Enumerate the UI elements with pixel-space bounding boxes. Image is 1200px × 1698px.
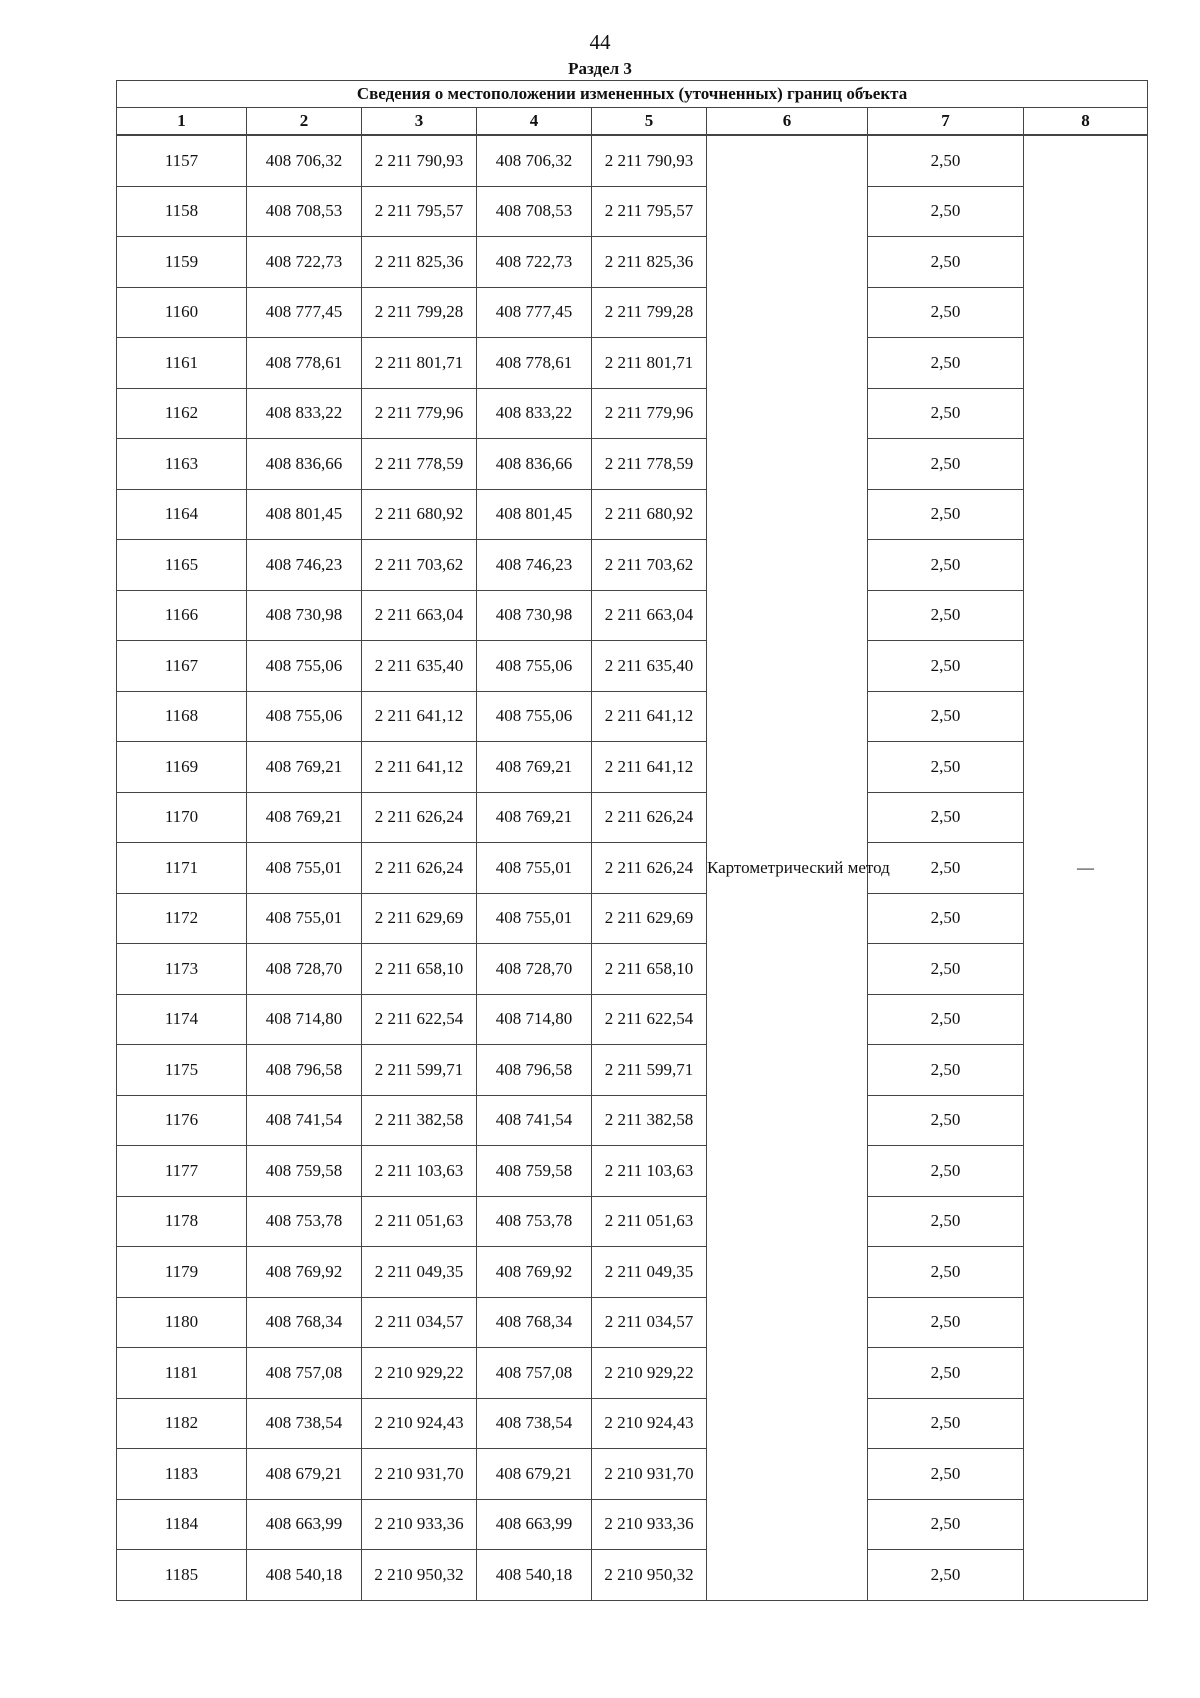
table-row — [117, 742, 1148, 793]
point-number-cell: 1165 — [117, 540, 247, 591]
existing-x-cell: 408 730,98 — [247, 590, 362, 641]
point-number-cell: 1161 — [117, 338, 247, 389]
existing-x-cell: 408 663,99 — [247, 1499, 362, 1550]
point-number-cell: 1182 — [117, 1398, 247, 1449]
table-row — [117, 135, 1148, 186]
accuracy-cell: 2,50 — [868, 994, 1024, 1045]
existing-y-cell: 2 211 703,62 — [362, 540, 477, 591]
table-row — [117, 893, 1148, 944]
refined-x-cell: 408 755,06 — [477, 691, 592, 742]
table-row — [117, 388, 1148, 439]
table-row — [117, 1348, 1148, 1399]
existing-x-cell: 408 778,61 — [247, 338, 362, 389]
coordinates-table-wrapper — [116, 80, 1147, 1601]
existing-x-cell: 408 796,58 — [247, 1045, 362, 1096]
table-row — [117, 792, 1148, 843]
accuracy-cell: 2,50 — [868, 338, 1024, 389]
refined-x-cell: 408 778,61 — [477, 338, 592, 389]
accuracy-cell: 2,50 — [868, 1146, 1024, 1197]
point-number-cell: 1162 — [117, 388, 247, 439]
existing-y-cell: 2 211 049,35 — [362, 1247, 477, 1298]
accuracy-cell: 2,50 — [868, 1196, 1024, 1247]
accuracy-cell: 2,50 — [868, 1499, 1024, 1550]
existing-y-cell: 2 211 626,24 — [362, 843, 477, 894]
existing-y-cell: 2 210 931,70 — [362, 1449, 477, 1500]
refined-x-cell: 408 755,01 — [477, 893, 592, 944]
point-number-cell: 1164 — [117, 489, 247, 540]
existing-y-cell: 2 211 790,93 — [362, 135, 477, 186]
accuracy-cell: 2,50 — [868, 186, 1024, 237]
existing-x-cell: 408 755,06 — [247, 691, 362, 742]
existing-x-cell: 408 836,66 — [247, 439, 362, 490]
column-number-4: 4 — [477, 108, 592, 136]
existing-x-cell: 408 722,73 — [247, 237, 362, 288]
refined-x-cell: 408 753,78 — [477, 1196, 592, 1247]
refined-y-cell: 2 211 049,35 — [592, 1247, 707, 1298]
refined-x-cell: 408 768,34 — [477, 1297, 592, 1348]
table-row — [117, 1449, 1148, 1500]
column-number-2: 2 — [247, 108, 362, 136]
existing-x-cell: 408 706,32 — [247, 135, 362, 186]
table-row — [117, 691, 1148, 742]
refined-x-cell: 408 796,58 — [477, 1045, 592, 1096]
refined-y-cell: 2 211 680,92 — [592, 489, 707, 540]
section-title: Раздел 3 — [568, 59, 632, 78]
point-number-cell: 1157 — [117, 135, 247, 186]
refined-y-cell: 2 211 658,10 — [592, 944, 707, 995]
point-number-cell: 1172 — [117, 893, 247, 944]
existing-y-cell: 2 211 622,54 — [362, 994, 477, 1045]
refined-y-cell: 2 211 103,63 — [592, 1146, 707, 1197]
refined-y-cell: 2 211 778,59 — [592, 439, 707, 490]
table-row — [117, 489, 1148, 540]
refined-y-cell: 2 211 599,71 — [592, 1045, 707, 1096]
existing-x-cell: 408 759,58 — [247, 1146, 362, 1197]
table-row — [117, 994, 1148, 1045]
refined-y-cell: 2 211 622,54 — [592, 994, 707, 1045]
refined-y-cell: 2 211 790,93 — [592, 135, 707, 186]
refined-y-cell: 2 211 626,24 — [592, 792, 707, 843]
accuracy-cell: 2,50 — [868, 439, 1024, 490]
existing-x-cell: 408 768,34 — [247, 1297, 362, 1348]
point-number-cell: 1163 — [117, 439, 247, 490]
point-number-cell: 1174 — [117, 994, 247, 1045]
refined-y-cell: 2 211 795,57 — [592, 186, 707, 237]
existing-y-cell: 2 211 779,96 — [362, 388, 477, 439]
existing-y-cell: 2 211 626,24 — [362, 792, 477, 843]
accuracy-cell: 2,50 — [868, 742, 1024, 793]
column-number-8: 8 — [1024, 108, 1148, 136]
refined-x-cell: 408 777,45 — [477, 287, 592, 338]
table-row — [117, 843, 1148, 894]
accuracy-cell: 2,50 — [868, 489, 1024, 540]
table-row — [117, 1499, 1148, 1550]
point-number-cell: 1183 — [117, 1449, 247, 1500]
table-row — [117, 1550, 1148, 1601]
existing-y-cell: 2 210 950,32 — [362, 1550, 477, 1601]
existing-y-cell: 2 211 825,36 — [362, 237, 477, 288]
existing-y-cell: 2 211 658,10 — [362, 944, 477, 995]
table-body — [117, 135, 1148, 1600]
refined-x-cell: 408 833,22 — [477, 388, 592, 439]
accuracy-cell: 2,50 — [868, 1348, 1024, 1399]
point-number-cell: 1173 — [117, 944, 247, 995]
refined-y-cell: 2 211 825,36 — [592, 237, 707, 288]
existing-x-cell: 408 833,22 — [247, 388, 362, 439]
point-number-cell: 1178 — [117, 1196, 247, 1247]
accuracy-cell: 2,50 — [868, 287, 1024, 338]
refined-y-cell: 2 211 703,62 — [592, 540, 707, 591]
point-number-cell: 1170 — [117, 792, 247, 843]
table-row — [117, 1398, 1148, 1449]
refined-x-cell: 408 714,80 — [477, 994, 592, 1045]
point-number-cell: 1166 — [117, 590, 247, 641]
refined-y-cell: 2 211 051,63 — [592, 1196, 707, 1247]
point-number-cell: 1159 — [117, 237, 247, 288]
existing-y-cell: 2 211 680,92 — [362, 489, 477, 540]
existing-y-cell: 2 211 051,63 — [362, 1196, 477, 1247]
refined-y-cell: 2 211 034,57 — [592, 1297, 707, 1348]
table-row — [117, 338, 1148, 389]
existing-y-cell: 2 210 933,36 — [362, 1499, 477, 1550]
existing-y-cell: 2 211 801,71 — [362, 338, 477, 389]
refined-x-cell: 408 755,01 — [477, 843, 592, 894]
refined-x-cell: 408 663,99 — [477, 1499, 592, 1550]
column-number-5: 5 — [592, 108, 707, 136]
refined-x-cell: 408 757,08 — [477, 1348, 592, 1399]
refined-y-cell: 2 211 779,96 — [592, 388, 707, 439]
table-row — [117, 944, 1148, 995]
existing-y-cell: 2 211 635,40 — [362, 641, 477, 692]
table-row — [117, 439, 1148, 490]
accuracy-cell: 2,50 — [868, 540, 1024, 591]
refined-x-cell: 408 755,06 — [477, 641, 592, 692]
existing-y-cell: 2 211 629,69 — [362, 893, 477, 944]
existing-y-cell: 2 211 641,12 — [362, 742, 477, 793]
refined-x-cell: 408 730,98 — [477, 590, 592, 641]
point-number-cell: 1184 — [117, 1499, 247, 1550]
refined-y-cell: 2 211 626,24 — [592, 843, 707, 894]
point-number-cell: 1180 — [117, 1297, 247, 1348]
refined-x-cell: 408 540,18 — [477, 1550, 592, 1601]
existing-x-cell: 408 679,21 — [247, 1449, 362, 1500]
table-row — [117, 1045, 1148, 1096]
existing-y-cell: 2 211 799,28 — [362, 287, 477, 338]
point-number-cell: 1177 — [117, 1146, 247, 1197]
accuracy-cell: 2,50 — [868, 1095, 1024, 1146]
point-number-cell: 1160 — [117, 287, 247, 338]
existing-x-cell: 408 769,21 — [247, 792, 362, 843]
refined-y-cell: 2 211 629,69 — [592, 893, 707, 944]
table-row — [117, 641, 1148, 692]
accuracy-cell: 2,50 — [868, 388, 1024, 439]
coordinates-table — [116, 80, 1148, 1601]
point-number-cell: 1168 — [117, 691, 247, 742]
existing-x-cell: 408 755,06 — [247, 641, 362, 692]
table-row — [117, 1196, 1148, 1247]
existing-y-cell: 2 211 599,71 — [362, 1045, 477, 1096]
existing-y-cell: 2 211 795,57 — [362, 186, 477, 237]
point-number-cell: 1158 — [117, 186, 247, 237]
refined-x-cell: 408 708,53 — [477, 186, 592, 237]
existing-x-cell: 408 777,45 — [247, 287, 362, 338]
point-number-cell: 1181 — [117, 1348, 247, 1399]
refined-x-cell: 408 769,21 — [477, 742, 592, 793]
refined-x-cell: 408 746,23 — [477, 540, 592, 591]
point-number-cell: 1176 — [117, 1095, 247, 1146]
refined-y-cell: 2 210 933,36 — [592, 1499, 707, 1550]
existing-x-cell: 408 714,80 — [247, 994, 362, 1045]
point-number-cell: 1179 — [117, 1247, 247, 1298]
existing-y-cell: 2 210 929,22 — [362, 1348, 477, 1399]
refined-x-cell: 408 801,45 — [477, 489, 592, 540]
column-number-1: 1 — [117, 108, 247, 136]
existing-y-cell: 2 211 778,59 — [362, 439, 477, 490]
table-row — [117, 287, 1148, 338]
refined-x-cell: 408 738,54 — [477, 1398, 592, 1449]
table-row — [117, 1297, 1148, 1348]
existing-y-cell: 2 211 103,63 — [362, 1146, 477, 1197]
refined-x-cell: 408 769,21 — [477, 792, 592, 843]
refined-y-cell: 2 210 950,32 — [592, 1550, 707, 1601]
page-number: 44 — [589, 30, 611, 54]
refined-y-cell: 2 211 641,12 — [592, 742, 707, 793]
table-row — [117, 1146, 1148, 1197]
point-number-cell: 1171 — [117, 843, 247, 894]
table-row — [117, 540, 1148, 591]
existing-x-cell: 408 755,01 — [247, 893, 362, 944]
existing-x-cell: 408 801,45 — [247, 489, 362, 540]
table-row — [117, 1095, 1148, 1146]
existing-y-cell: 2 211 663,04 — [362, 590, 477, 641]
existing-x-cell: 408 738,54 — [247, 1398, 362, 1449]
table-row — [117, 237, 1148, 288]
accuracy-cell: 2,50 — [868, 641, 1024, 692]
column-number-6: 6 — [707, 108, 868, 136]
accuracy-cell: 2,50 — [868, 691, 1024, 742]
table-row — [117, 590, 1148, 641]
column-number-7: 7 — [868, 108, 1024, 136]
existing-x-cell: 408 769,21 — [247, 742, 362, 793]
point-number-cell: 1167 — [117, 641, 247, 692]
point-number-cell: 1175 — [117, 1045, 247, 1096]
existing-x-cell: 408 755,01 — [247, 843, 362, 894]
existing-y-cell: 2 211 641,12 — [362, 691, 477, 742]
refined-y-cell: 2 211 635,40 — [592, 641, 707, 692]
refined-y-cell: 2 211 382,58 — [592, 1095, 707, 1146]
existing-y-cell: 2 211 382,58 — [362, 1095, 477, 1146]
accuracy-cell: 2,50 — [868, 1297, 1024, 1348]
accuracy-cell: 2,50 — [868, 135, 1024, 186]
refined-x-cell: 408 759,58 — [477, 1146, 592, 1197]
refined-y-cell: 2 211 641,12 — [592, 691, 707, 742]
refined-y-cell: 2 210 931,70 — [592, 1449, 707, 1500]
column-numbers-row — [117, 108, 1148, 136]
accuracy-cell: 2,50 — [868, 1398, 1024, 1449]
refined-x-cell: 408 722,73 — [477, 237, 592, 288]
accuracy-cell: 2,50 — [868, 237, 1024, 288]
refined-y-cell: 2 211 801,71 — [592, 338, 707, 389]
table-title: Сведения о местоположении измененных (уточненных) границ объекта — [117, 81, 1148, 108]
description-cell: — — [1024, 135, 1148, 1600]
accuracy-cell: 2,50 — [868, 893, 1024, 944]
refined-x-cell: 408 706,32 — [477, 135, 592, 186]
accuracy-cell: 2,50 — [868, 590, 1024, 641]
refined-x-cell: 408 769,92 — [477, 1247, 592, 1298]
refined-x-cell: 408 836,66 — [477, 439, 592, 490]
existing-x-cell: 408 746,23 — [247, 540, 362, 591]
method-cell: Картометрический метод — [707, 135, 868, 1600]
accuracy-cell: 2,50 — [868, 1550, 1024, 1601]
accuracy-cell: 2,50 — [868, 843, 1024, 894]
existing-x-cell: 408 753,78 — [247, 1196, 362, 1247]
point-number-cell: 1185 — [117, 1550, 247, 1601]
existing-x-cell: 408 728,70 — [247, 944, 362, 995]
existing-x-cell: 408 708,53 — [247, 186, 362, 237]
accuracy-cell: 2,50 — [868, 1045, 1024, 1096]
accuracy-cell: 2,50 — [868, 1449, 1024, 1500]
existing-x-cell: 408 540,18 — [247, 1550, 362, 1601]
refined-x-cell: 408 741,54 — [477, 1095, 592, 1146]
refined-y-cell: 2 210 929,22 — [592, 1348, 707, 1399]
existing-x-cell: 408 741,54 — [247, 1095, 362, 1146]
table-row — [117, 186, 1148, 237]
existing-x-cell: 408 757,08 — [247, 1348, 362, 1399]
existing-y-cell: 2 210 924,43 — [362, 1398, 477, 1449]
table-row — [117, 1247, 1148, 1298]
accuracy-cell: 2,50 — [868, 1247, 1024, 1298]
accuracy-cell: 2,50 — [868, 944, 1024, 995]
accuracy-cell: 2,50 — [868, 792, 1024, 843]
existing-x-cell: 408 769,92 — [247, 1247, 362, 1298]
column-number-3: 3 — [362, 108, 477, 136]
refined-x-cell: 408 679,21 — [477, 1449, 592, 1500]
refined-y-cell: 2 211 663,04 — [592, 590, 707, 641]
existing-y-cell: 2 211 034,57 — [362, 1297, 477, 1348]
point-number-cell: 1169 — [117, 742, 247, 793]
refined-x-cell: 408 728,70 — [477, 944, 592, 995]
refined-y-cell: 2 211 799,28 — [592, 287, 707, 338]
refined-y-cell: 2 210 924,43 — [592, 1398, 707, 1449]
